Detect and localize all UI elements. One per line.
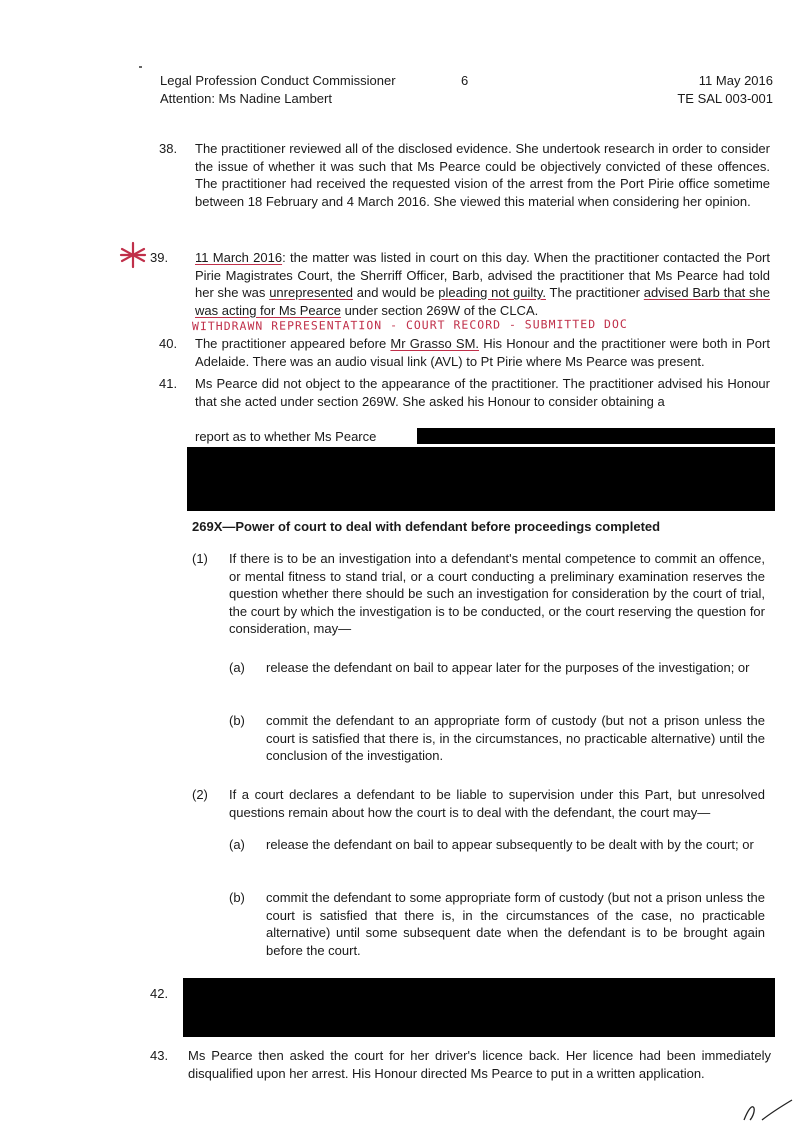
paragraph-41-number: 41.	[159, 376, 178, 391]
subsection-1a-text: release the defendant on bail to appear later for the purposes of the investigation; or	[266, 660, 750, 675]
redaction-block-2	[187, 447, 775, 511]
paragraph-41-last-line: report as to whether Ms Pearce	[195, 429, 377, 444]
asterisk-annotation-icon	[118, 240, 148, 270]
paragraph-38-text: The practitioner reviewed all of the disclosed evidence. She undertook research in order to consider the issue of whether it was such that Ms Pearce could be objectively convicted of these offences. The practitioner had received the requested vision of the arrest from the Port Pirie office sometime between 18 February and 4 March 2016. She viewed this material when considering her opinion.	[195, 141, 770, 209]
handwritten-annotation: WITHDRAWN REPRESENTATION - COURT RECORD - SUBMITTED DOC	[191, 316, 628, 334]
letter-reference: TE SAL 003-001	[677, 91, 773, 106]
page-number: 6	[461, 73, 469, 88]
paragraph-43-text: Ms Pearce then asked the court for her driver's licence back. Her licence had been immediately disqualified upon her arrest. His Honour directed Ms Pearce to put in a written application.	[188, 1048, 771, 1081]
attention-line: Attention: Ms Nadine Lambert	[160, 91, 332, 106]
paragraph-41-text: Ms Pearce did not object to the appearance of the practitioner. The practitioner advised his Honour that she acted under section 269W. She asked his Honour to consider obtaining a	[195, 376, 770, 409]
redaction-block-3	[183, 978, 775, 1037]
paragraph-39-date: 11 March 2016	[195, 250, 283, 265]
initials-signature-icon	[738, 1098, 794, 1122]
recipient-line: Legal Profession Conduct Commissioner	[160, 73, 396, 88]
subsection-1b-number: (b)	[229, 713, 245, 728]
paragraph-40-text: The practitioner appeared before Mr Grasso SM. His Honour and the practitioner were both in Port Adelaide. There was an audio visual link (AVL) to Pt Pirie where Ms Pearce was present.	[195, 336, 770, 369]
paragraph-43-number: 43.	[150, 1048, 169, 1063]
paragraph-39-text: 11 March 2016: the matter was listed in court on this day. When the practitioner contacted the Port Pirie Magistrates Court, the Sherriff Officer, Barb, advised the practitioner that Ms Pearce had told her she was unrepresented and would be pleading not guilty. The practitioner advised Barb that she was acting for Ms Pearce under section 269W of the CLCA.	[195, 250, 771, 318]
section-269x-title: 269X—Power of court to deal with defendant before proceedings completed	[192, 519, 661, 534]
subsection-2b-number: (b)	[229, 890, 245, 905]
scan-speck	[139, 66, 142, 68]
subsection-2a-text: release the defendant on bail to appear subsequently to be dealt with by the court; or	[266, 837, 754, 852]
letter-date: 11 May 2016	[698, 73, 773, 88]
subsection-1-number: (1)	[192, 551, 208, 566]
redaction-block-1	[417, 428, 775, 444]
subsection-1a-number: (a)	[229, 660, 245, 675]
paragraph-39-number: 39.	[150, 250, 169, 265]
paragraph-42-number: 42.	[150, 986, 169, 1001]
paragraph-40-number: 40.	[159, 336, 178, 351]
subsection-2-number: (2)	[192, 787, 208, 802]
subsection-2-text: If a court declares a defendant to be liable to supervision under this Part, but unresolved questions remain about how the court is to deal with the defendant, the court may—	[229, 787, 765, 820]
subsection-2a-number: (a)	[229, 837, 245, 852]
subsection-2b-text: commit the defendant to some appropriate form of custody (but not a prison unless the court is satisfied that there is, in the circumstances of the case, no practicable alternative) until some subsequent date when the defendant is to be brought again before the court.	[266, 890, 765, 958]
paragraph-38-number: 38.	[159, 141, 178, 156]
subsection-1-text: If there is to be an investigation into a defendant's mental competence to commit an offence, or mental fitness to stand trial, or a court conducting a preliminary examination reserves the question whether there should be such an investigation for consideration by the court of trial, the court by which the investigation is to be conducted, or the court reserving the question for consideration, may—	[229, 551, 765, 636]
subsection-1b-text: commit the defendant to an appropriate form of custody (but not a prison unless the court is satisfied that there is, in the circumstances, no practicable alternative) until the conclusion of the investigation.	[266, 713, 765, 763]
